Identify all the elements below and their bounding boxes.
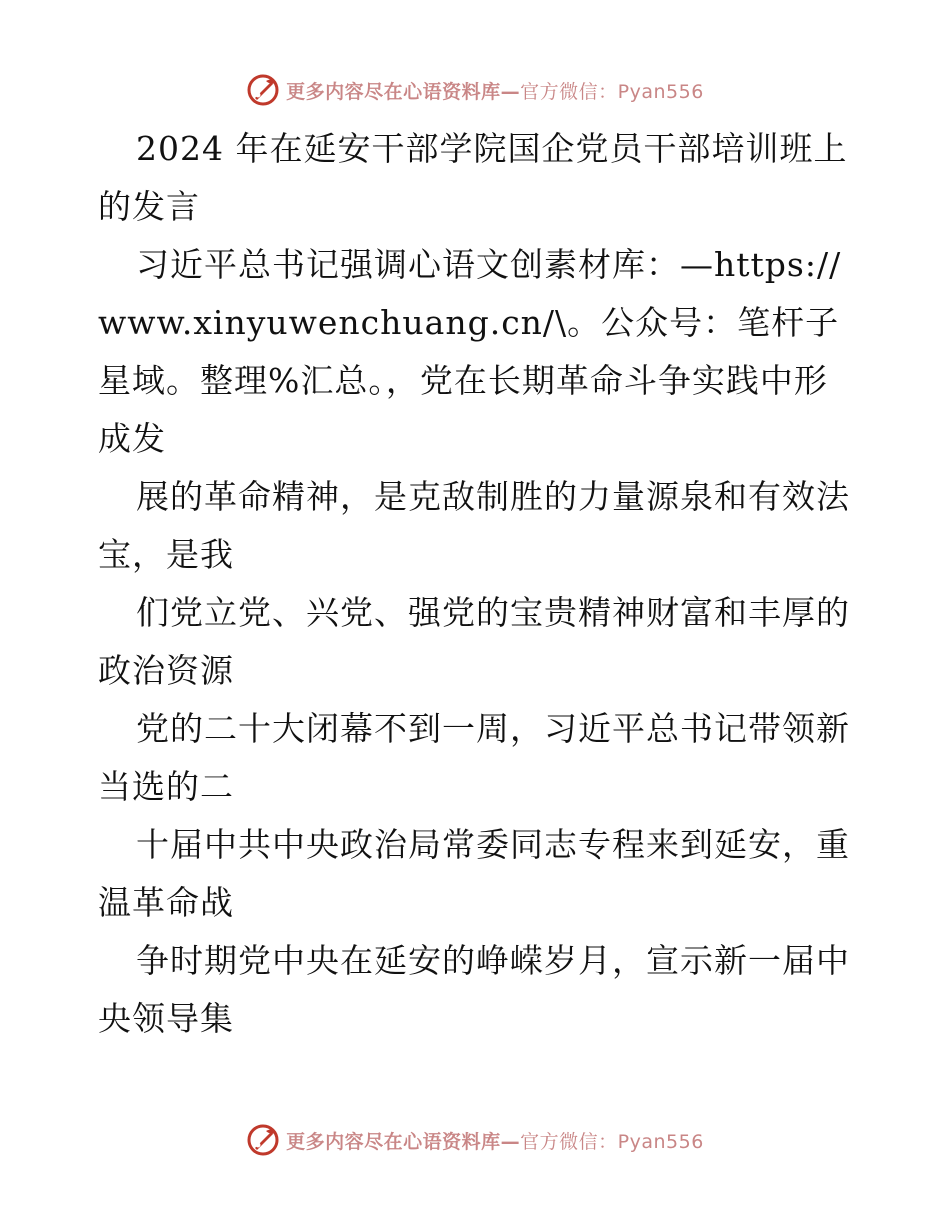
red-quill-logo-icon <box>246 73 280 107</box>
red-quill-logo-icon <box>246 1123 280 1157</box>
paragraph: 争时期党中央在延安的峥嵘岁月，宣示新一届中央领导集 <box>98 941 850 1038</box>
document-body <box>98 120 858 1048</box>
footer-banner-inner <box>246 1123 704 1157</box>
paragraph-title: 2024 年在延安干部学院国企党员干部培训班上的发言 <box>98 129 848 226</box>
footer-banner-wechat: 官方微信：Pyan556 <box>520 1130 704 1153</box>
footer-banner-text <box>286 1127 704 1154</box>
paragraph: 展的革命精神，是克敌制胜的力量源泉和有效法宝，是我 <box>98 477 850 574</box>
paragraph: 习近平总书记强调心语文创素材库：—https://www.xinyuwenchuang.cn/\。公众号：笔杆子星域。整理%汇总。，党在长期革命斗争实践中形成发 <box>98 245 842 458</box>
footer-banner-site: 更多内容尽在心语资料库— <box>286 1130 521 1153</box>
header-banner-wechat: 官方微信：Pyan556 <box>520 80 704 103</box>
header-banner-inner <box>246 73 704 107</box>
paragraph: 们党立党、兴党、强党的宝贵精神财富和丰厚的政治资源 <box>98 593 850 690</box>
header-banner-text <box>286 77 704 104</box>
header-banner-site: 更多内容尽在心语资料库— <box>286 80 521 103</box>
header-banner <box>0 70 950 110</box>
paragraph: 党的二十大闭幕不到一周，习近平总书记带领新当选的二 <box>98 709 850 806</box>
paragraph: 十届中共中央政治局常委同志专程来到延安，重温革命战 <box>98 825 850 922</box>
footer-banner <box>0 1120 950 1160</box>
